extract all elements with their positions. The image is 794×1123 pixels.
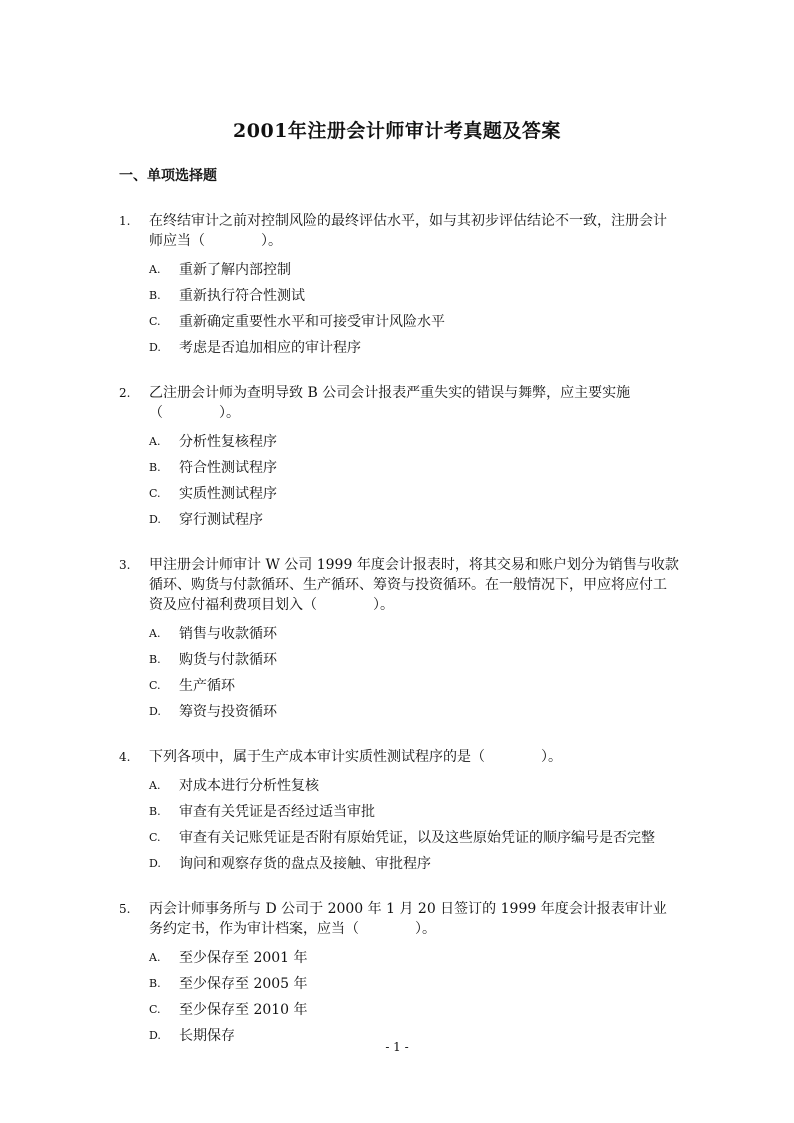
option-text: 实质性测试程序 — [179, 486, 277, 502]
question-1 — [119, 211, 679, 361]
question-list — [119, 211, 679, 1071]
option-text: 符合性测试程序 — [179, 460, 277, 476]
option-a — [119, 257, 679, 283]
option-letter: B. — [149, 653, 161, 666]
option-text: 询问和观察存货的盘点及接触、审批程序 — [179, 856, 431, 872]
option-letter: B. — [149, 461, 161, 474]
option-letter: B. — [149, 289, 161, 302]
option-letter: C. — [149, 831, 161, 844]
option-text: 重新了解内部控制 — [179, 262, 291, 278]
option-text: 考虑是否追加相应的审计程序 — [179, 340, 361, 356]
question-stem — [119, 747, 679, 767]
section-heading: 一、单项选择题 — [119, 168, 217, 184]
option-letter: D. — [149, 1029, 161, 1042]
option-d — [119, 851, 679, 877]
question-text: 下列各项中，属于生产成本审计实质性测试程序的是（ ）。 — [149, 749, 562, 765]
question-stem — [119, 383, 679, 423]
question-stem — [119, 555, 679, 615]
option-list — [119, 773, 679, 877]
option-c — [119, 309, 679, 335]
option-letter: D. — [149, 513, 161, 526]
question-number: 4. — [119, 750, 131, 764]
option-letter: C. — [149, 679, 161, 692]
option-a — [119, 621, 679, 647]
option-b — [119, 455, 679, 481]
option-a — [119, 945, 679, 971]
option-c — [119, 673, 679, 699]
option-text: 至少保存至 2010 年 — [179, 1002, 308, 1018]
question-stem — [119, 899, 679, 939]
option-list — [119, 945, 679, 1049]
option-letter: A. — [149, 779, 161, 792]
option-text: 生产循环 — [179, 678, 235, 694]
option-c — [119, 825, 679, 851]
question-number: 5. — [119, 902, 131, 916]
option-text: 重新确定重要性水平和可接受审计风险水平 — [179, 314, 445, 330]
option-b — [119, 799, 679, 825]
option-a — [119, 429, 679, 455]
question-3 — [119, 555, 679, 725]
option-c — [119, 997, 679, 1023]
option-letter: A. — [149, 951, 161, 964]
option-d — [119, 335, 679, 361]
question-number: 1. — [119, 214, 131, 228]
question-number: 2. — [119, 386, 131, 400]
option-text: 至少保存至 2005 年 — [179, 976, 308, 992]
option-letter: A. — [149, 435, 161, 448]
option-text: 分析性复核程序 — [179, 434, 277, 450]
option-letter: D. — [149, 705, 161, 718]
option-letter: C. — [149, 487, 161, 500]
question-text: 在终结审计之前对控制风险的最终评估水平，如与其初步评估结论不一致，注册会计师应当（ ）。 — [149, 213, 667, 249]
option-a — [119, 773, 679, 799]
question-text: 丙会计师事务所与 D 公司于 2000 年 1 月 20 日签订的 1999 年度会计报表审计业务约定书，作为审计档案，应当（ ）。 — [149, 901, 667, 937]
option-letter: B. — [149, 805, 161, 818]
option-text: 购货与付款循环 — [179, 652, 277, 668]
option-letter: A. — [149, 627, 161, 640]
option-text: 审查有关记账凭证是否附有原始凭证，以及这些原始凭证的顺序编号是否完整 — [179, 830, 655, 846]
option-text: 审查有关凭证是否经过适当审批 — [179, 804, 375, 820]
option-list — [119, 429, 679, 533]
option-b — [119, 971, 679, 997]
question-2 — [119, 383, 679, 533]
option-text: 销售与收款循环 — [179, 626, 277, 642]
option-text: 穿行测试程序 — [179, 512, 263, 528]
document-title: 2001年注册会计师审计考真题及答案 — [233, 120, 561, 142]
question-text: 乙注册会计师为查明导致 B 公司会计报表严重失实的错误与舞弊，应主要实施（ ）。 — [149, 385, 631, 421]
option-list — [119, 257, 679, 361]
option-b — [119, 647, 679, 673]
option-letter: B. — [149, 977, 161, 990]
question-number: 3. — [119, 558, 131, 572]
option-letter: C. — [149, 315, 161, 328]
option-text: 筹资与投资循环 — [179, 704, 277, 720]
question-5 — [119, 899, 679, 1049]
option-letter: A. — [149, 263, 161, 276]
option-letter: D. — [149, 857, 161, 870]
question-text: 甲注册会计师审计 W 公司 1999 年度会计报表时，将其交易和账户划分为销售与收款循环、购货与付款循环、生产循环、筹资与投资循环。在一般情况下，甲应将应付工资及应付福利费项目划入（ ）。 — [149, 557, 679, 613]
option-text: 长期保存 — [179, 1028, 235, 1044]
option-list — [119, 621, 679, 725]
option-text: 至少保存至 2001 年 — [179, 950, 308, 966]
page-number: - 1 - — [385, 1040, 409, 1054]
option-b — [119, 283, 679, 309]
option-text: 重新执行符合性测试 — [179, 288, 305, 304]
option-d — [119, 507, 679, 533]
option-letter: C. — [149, 1003, 161, 1016]
option-d — [119, 699, 679, 725]
question-stem — [119, 211, 679, 251]
option-c — [119, 481, 679, 507]
question-4 — [119, 747, 679, 877]
option-letter: D. — [149, 341, 161, 354]
option-text: 对成本进行分析性复核 — [179, 778, 319, 794]
